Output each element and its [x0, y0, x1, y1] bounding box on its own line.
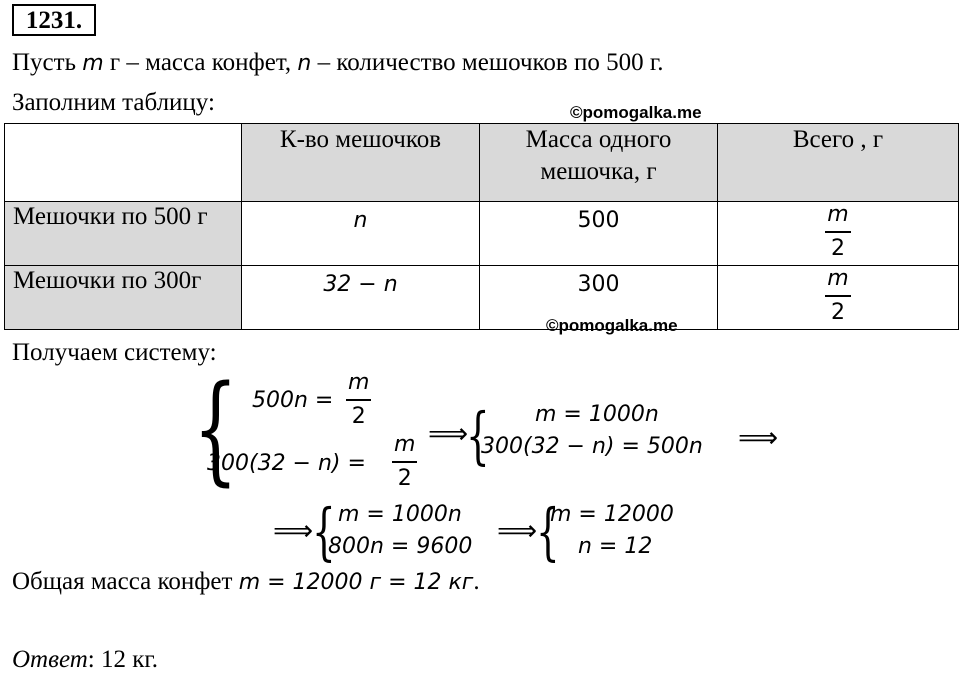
brace-system-3: {	[312, 495, 336, 568]
system-intro: Получаем систему:	[12, 339, 217, 366]
sys3-eq2: 800n = 9600	[328, 534, 473, 559]
fraction-bar	[392, 461, 417, 463]
fraction-bar	[825, 231, 850, 233]
sys1-eq1-left: 500n =	[252, 388, 334, 413]
table-row	[5, 202, 959, 266]
fraction-numerator: m	[827, 202, 849, 227]
fraction-denominator: 2	[351, 404, 366, 429]
header-total: Всего , г	[718, 124, 959, 202]
sys4-eq2: n = 12	[578, 534, 653, 559]
cell-total-fraction	[825, 266, 850, 326]
var-n: n	[297, 51, 312, 76]
intro-text-3: – количество мешочков по 500 г.	[311, 49, 664, 76]
sys2-eq1: m = 1000n	[535, 402, 659, 427]
fraction-bar	[346, 399, 371, 401]
brace-system-2: {	[466, 399, 490, 472]
implies-arrow-4: ⟹	[497, 514, 538, 547]
row-label: Мешочки по 300г	[5, 266, 242, 330]
sys1-eq2-left: 300(32 − n) =	[207, 451, 366, 476]
header-count: К-во мешочков	[242, 124, 480, 202]
sys2-eq2: 300(32 − n) = 500n	[481, 434, 703, 459]
brace-system-4: {	[536, 495, 560, 568]
sys1-eq2-fraction	[392, 432, 417, 492]
var-m: m	[82, 51, 104, 76]
conclusion-expression: m = 12000 г = 12 кг	[238, 570, 474, 595]
intro-text-2: г – масса конфет,	[103, 49, 298, 76]
cell-total-fraction	[825, 202, 850, 262]
answer-value: : 12 кг.	[87, 646, 159, 673]
sys1-eq1-fraction	[346, 370, 371, 430]
sys3-eq1: m = 1000n	[338, 502, 462, 527]
header-empty	[5, 124, 242, 202]
answer-line	[12, 645, 158, 675]
fraction-denominator: 2	[831, 236, 845, 261]
answer-label: Ответ	[12, 646, 88, 673]
table-header-row	[5, 124, 959, 202]
cell-count: n	[353, 208, 368, 233]
cell-mass: 500	[577, 208, 620, 233]
header-mass: Масса одного мешочка, г	[480, 124, 718, 202]
fill-table-label: Заполним таблицу:	[12, 89, 215, 116]
brace-system-1: {	[193, 359, 239, 497]
watermark-bottom: ©pomogalka.me	[546, 316, 678, 335]
fraction-numerator: m	[827, 266, 849, 291]
fraction-denominator: 2	[397, 466, 412, 491]
fraction-numerator: m	[348, 370, 370, 395]
row-label: Мешочки по 500 г	[5, 202, 242, 266]
cell-mass: 300	[577, 272, 620, 297]
fraction-bar	[825, 295, 850, 297]
sys4-eq1: m = 12000	[550, 502, 674, 527]
fraction-denominator: 2	[831, 300, 845, 325]
fraction-numerator: m	[394, 432, 416, 457]
cell-count: 32 − n	[323, 272, 398, 297]
implies-arrow-1: ⟹	[428, 417, 469, 450]
implies-arrow-3: ⟹	[273, 514, 314, 547]
data-table	[4, 123, 959, 330]
implies-arrow-2: ⟹	[738, 421, 779, 454]
intro-text-1: Пусть	[12, 49, 83, 76]
watermark-top: ©pomogalka.me	[570, 103, 702, 122]
table-row	[5, 266, 959, 330]
conclusion-text: Общая масса конфет	[12, 568, 239, 595]
conclusion-line	[12, 567, 480, 598]
intro-line	[12, 48, 664, 79]
conclusion-end: .	[473, 568, 480, 595]
problem-number: 1231.	[12, 4, 96, 36]
